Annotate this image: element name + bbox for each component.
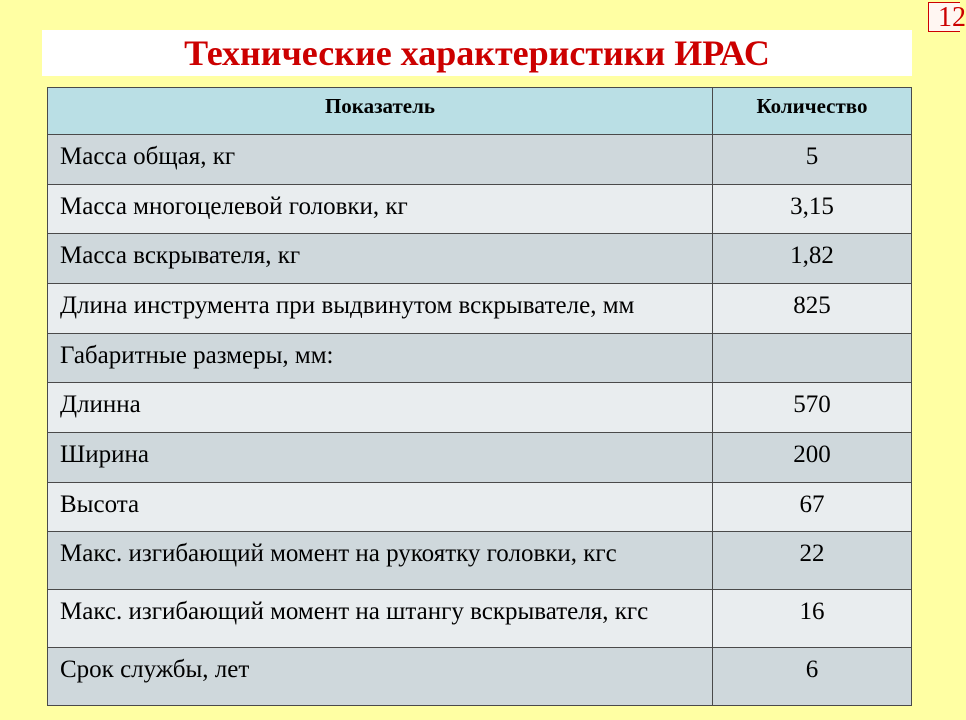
table-header-row bbox=[48, 88, 911, 135]
row-label: Габаритные размеры, мм: bbox=[48, 334, 713, 382]
row-value: 67 bbox=[799, 491, 825, 518]
row-label: Макс. изгибающий момент на рукоятку головки, кгс bbox=[48, 532, 713, 589]
header-parameter: Показатель bbox=[48, 88, 713, 134]
row-value: 200 bbox=[793, 441, 831, 468]
table-row bbox=[48, 532, 911, 590]
row-label: Длинна bbox=[48, 383, 713, 432]
slide-title: Технические характеристики ИРАС bbox=[184, 33, 770, 73]
row-label: Ширина bbox=[48, 433, 713, 482]
row-label: Масса вскрывателя, кг bbox=[48, 234, 713, 283]
table-row bbox=[48, 648, 911, 705]
row-label: Высота bbox=[48, 483, 713, 531]
slide-number: 12 bbox=[938, 2, 966, 33]
table-row bbox=[48, 185, 911, 234]
row-value: 22 bbox=[799, 540, 825, 567]
row-value: 16 bbox=[799, 598, 825, 625]
slide-number-box bbox=[928, 2, 966, 33]
row-value: 6 bbox=[805, 656, 819, 683]
row-value: 1,82 bbox=[790, 242, 834, 269]
title-bar bbox=[42, 30, 912, 76]
row-label: Срок службы, лет bbox=[48, 648, 713, 705]
row-value: 570 bbox=[793, 391, 831, 418]
row-label: Макс. изгибающий момент на штангу вскрывателя, кгс bbox=[48, 590, 713, 647]
table-row bbox=[48, 483, 911, 532]
row-value: 825 bbox=[793, 292, 831, 319]
table-row bbox=[48, 135, 911, 185]
table-row bbox=[48, 234, 911, 284]
specs-table bbox=[47, 87, 912, 706]
row-label: Масса многоцелевой головки, кг bbox=[48, 185, 713, 233]
row-value bbox=[713, 334, 911, 382]
table-row bbox=[48, 334, 911, 383]
table-row bbox=[48, 383, 911, 433]
table-row bbox=[48, 284, 911, 334]
row-label: Масса общая, кг bbox=[48, 135, 713, 184]
row-label: Длина инструмента при выдвинутом вскрывателе, мм bbox=[48, 284, 713, 333]
row-value: 3,15 bbox=[790, 193, 834, 220]
table-row bbox=[48, 590, 911, 648]
row-value: 5 bbox=[805, 143, 819, 170]
header-quantity: Количество bbox=[756, 94, 868, 118]
table-row bbox=[48, 433, 911, 483]
